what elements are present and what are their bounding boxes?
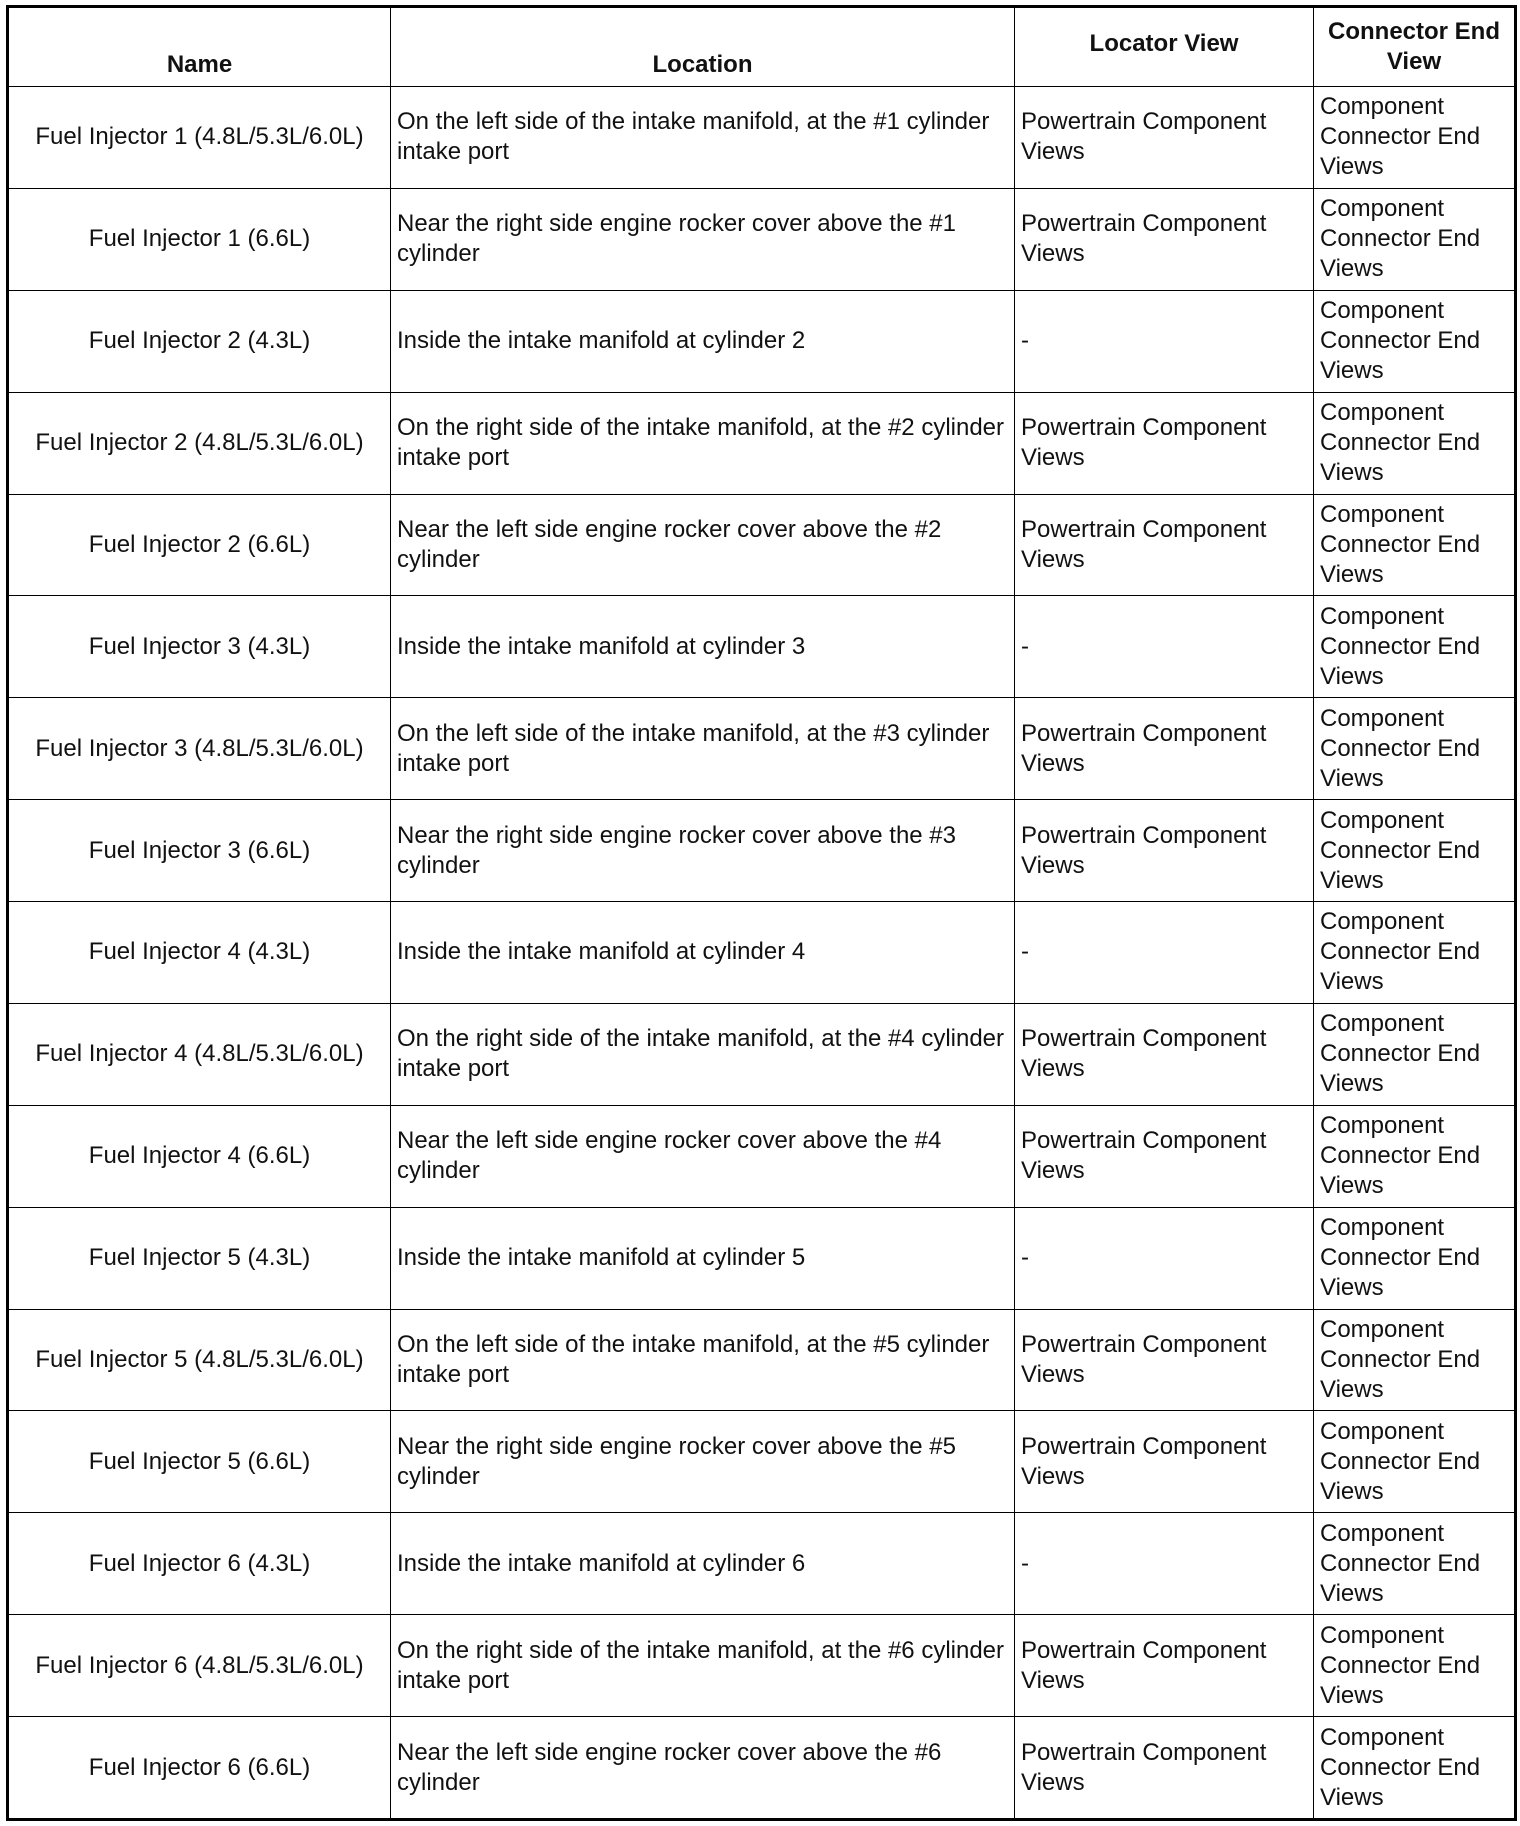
cell-name: Fuel Injector 4 (4.8L/5.3L/6.0L) — [8, 1003, 391, 1105]
table-row — [8, 494, 1516, 596]
cell-locator-view: - — [1015, 596, 1314, 698]
cell-location: Near the right side engine rocker cover above the #5 cylinder — [391, 1411, 1015, 1513]
connector-end-view-text: Component Connector End Views — [1320, 93, 1481, 181]
connector-end-view-text: Component Connector End Views — [1320, 1519, 1481, 1607]
cell-name: Fuel Injector 3 (6.6L) — [8, 800, 391, 902]
cell-name: Fuel Injector 2 (6.6L) — [8, 494, 391, 596]
cell-locator-view: Powertrain Component Views — [1015, 1003, 1314, 1105]
cell-name: Fuel Injector 6 (4.3L) — [8, 1513, 391, 1615]
document-page — [6, 5, 1514, 1821]
cell-locator-view: - — [1015, 1207, 1314, 1309]
header-connector-end-view: Connector End View — [1314, 7, 1516, 87]
table-row — [8, 1207, 1516, 1309]
cell-location: Near the left side engine rocker cover above the #4 cylinder — [391, 1105, 1015, 1207]
cell-locator-view: - — [1015, 902, 1314, 1004]
cell-location: On the left side of the intake manifold, at the #5 cylinder intake port — [391, 1309, 1015, 1411]
cell-locator-view: Powertrain Component Views — [1015, 1411, 1314, 1513]
table-row — [8, 1411, 1516, 1513]
header-locator-view: Locator View — [1015, 7, 1314, 87]
table-row — [8, 188, 1516, 290]
connector-end-view-text: Component Connector End Views — [1320, 195, 1481, 283]
cell-locator-view: Powertrain Component Views — [1015, 188, 1314, 290]
cell-connector-end-view — [1314, 1003, 1516, 1105]
cell-location: On the left side of the intake manifold, at the #1 cylinder intake port — [391, 87, 1015, 189]
table-row — [8, 1309, 1516, 1411]
cell-location: Near the right side engine rocker cover above the #1 cylinder — [391, 188, 1015, 290]
cell-connector-end-view — [1314, 188, 1516, 290]
connector-end-view-text: Component Connector End Views — [1320, 1010, 1481, 1098]
table-row — [8, 698, 1516, 800]
cell-locator-view: Powertrain Component Views — [1015, 1105, 1314, 1207]
connector-end-view-text: Component Connector End Views — [1320, 399, 1481, 487]
cell-connector-end-view — [1314, 1105, 1516, 1207]
cell-connector-end-view — [1314, 1309, 1516, 1411]
cell-location: On the right side of the intake manifold, at the #2 cylinder intake port — [391, 392, 1015, 494]
table-row — [8, 596, 1516, 698]
cell-locator-view: - — [1015, 1513, 1314, 1615]
table-row — [8, 290, 1516, 392]
connector-end-view-text: Component Connector End Views — [1320, 297, 1481, 385]
cell-location: Inside the intake manifold at cylinder 5 — [391, 1207, 1015, 1309]
cell-name: Fuel Injector 1 (4.8L/5.3L/6.0L) — [8, 87, 391, 189]
fuel-injector-table — [6, 5, 1517, 1821]
table-row — [8, 87, 1516, 189]
cell-locator-view: Powertrain Component Views — [1015, 800, 1314, 902]
cell-name: Fuel Injector 6 (4.8L/5.3L/6.0L) — [8, 1615, 391, 1717]
cell-location: On the right side of the intake manifold, at the #6 cylinder intake port — [391, 1615, 1015, 1717]
cell-name: Fuel Injector 4 (6.6L) — [8, 1105, 391, 1207]
table-row — [8, 1003, 1516, 1105]
connector-end-view-text: Component Connector End Views — [1320, 1417, 1481, 1505]
cell-location: Near the left side engine rocker cover above the #2 cylinder — [391, 494, 1015, 596]
cell-connector-end-view — [1314, 1615, 1516, 1717]
cell-locator-view: Powertrain Component Views — [1015, 1615, 1314, 1717]
cell-locator-view: Powertrain Component Views — [1015, 392, 1314, 494]
table-row — [8, 1105, 1516, 1207]
cell-location: On the left side of the intake manifold, at the #3 cylinder intake port — [391, 698, 1015, 800]
cell-name: Fuel Injector 1 (6.6L) — [8, 188, 391, 290]
cell-connector-end-view — [1314, 1411, 1516, 1513]
cell-connector-end-view — [1314, 800, 1516, 902]
cell-locator-view: Powertrain Component Views — [1015, 1717, 1314, 1820]
cell-locator-view: Powertrain Component Views — [1015, 1309, 1314, 1411]
cell-name: Fuel Injector 2 (4.3L) — [8, 290, 391, 392]
cell-name: Fuel Injector 2 (4.8L/5.3L/6.0L) — [8, 392, 391, 494]
cell-name: Fuel Injector 5 (4.8L/5.3L/6.0L) — [8, 1309, 391, 1411]
table-body — [8, 87, 1516, 1820]
cell-connector-end-view — [1314, 1717, 1516, 1820]
cell-locator-view: Powertrain Component Views — [1015, 87, 1314, 189]
connector-end-view-text: Component Connector End Views — [1320, 704, 1481, 792]
cell-locator-view: - — [1015, 290, 1314, 392]
cell-location: Inside the intake manifold at cylinder 3 — [391, 596, 1015, 698]
cell-name: Fuel Injector 4 (4.3L) — [8, 902, 391, 1004]
cell-connector-end-view — [1314, 1207, 1516, 1309]
table-row — [8, 800, 1516, 902]
cell-locator-view: Powertrain Component Views — [1015, 698, 1314, 800]
cell-name: Fuel Injector 6 (6.6L) — [8, 1717, 391, 1820]
cell-locator-view: Powertrain Component Views — [1015, 494, 1314, 596]
connector-end-view-text: Component Connector End Views — [1320, 1214, 1481, 1302]
table-row — [8, 1513, 1516, 1615]
cell-location: On the right side of the intake manifold, at the #4 cylinder intake port — [391, 1003, 1015, 1105]
header-name: Name — [8, 7, 391, 87]
header-location: Location — [391, 7, 1015, 87]
connector-end-view-text: Component Connector End Views — [1320, 908, 1481, 996]
cell-connector-end-view — [1314, 1513, 1516, 1615]
cell-connector-end-view — [1314, 902, 1516, 1004]
connector-end-view-text: Component Connector End Views — [1320, 602, 1481, 690]
connector-end-view-text: Component Connector End Views — [1320, 1315, 1481, 1403]
connector-end-view-text: Component Connector End Views — [1320, 1621, 1481, 1709]
connector-end-view-text: Component Connector End Views — [1320, 806, 1481, 894]
cell-location: Inside the intake manifold at cylinder 6 — [391, 1513, 1015, 1615]
cell-location: Near the right side engine rocker cover above the #3 cylinder — [391, 800, 1015, 902]
connector-end-view-text: Component Connector End Views — [1320, 1723, 1481, 1811]
connector-end-view-text: Component Connector End Views — [1320, 1112, 1481, 1200]
table-row — [8, 902, 1516, 1004]
cell-connector-end-view — [1314, 596, 1516, 698]
cell-connector-end-view — [1314, 87, 1516, 189]
cell-connector-end-view — [1314, 290, 1516, 392]
table-header-row — [8, 7, 1516, 87]
cell-name: Fuel Injector 3 (4.8L/5.3L/6.0L) — [8, 698, 391, 800]
cell-connector-end-view — [1314, 494, 1516, 596]
cell-location: Inside the intake manifold at cylinder 2 — [391, 290, 1015, 392]
cell-connector-end-view — [1314, 392, 1516, 494]
cell-name: Fuel Injector 5 (4.3L) — [8, 1207, 391, 1309]
table-row — [8, 1615, 1516, 1717]
cell-connector-end-view — [1314, 698, 1516, 800]
cell-name: Fuel Injector 3 (4.3L) — [8, 596, 391, 698]
cell-location: Near the left side engine rocker cover above the #6 cylinder — [391, 1717, 1015, 1820]
cell-location: Inside the intake manifold at cylinder 4 — [391, 902, 1015, 1004]
connector-end-view-text: Component Connector End Views — [1320, 500, 1481, 588]
table-row — [8, 392, 1516, 494]
table-row — [8, 1717, 1516, 1820]
cell-name: Fuel Injector 5 (6.6L) — [8, 1411, 391, 1513]
